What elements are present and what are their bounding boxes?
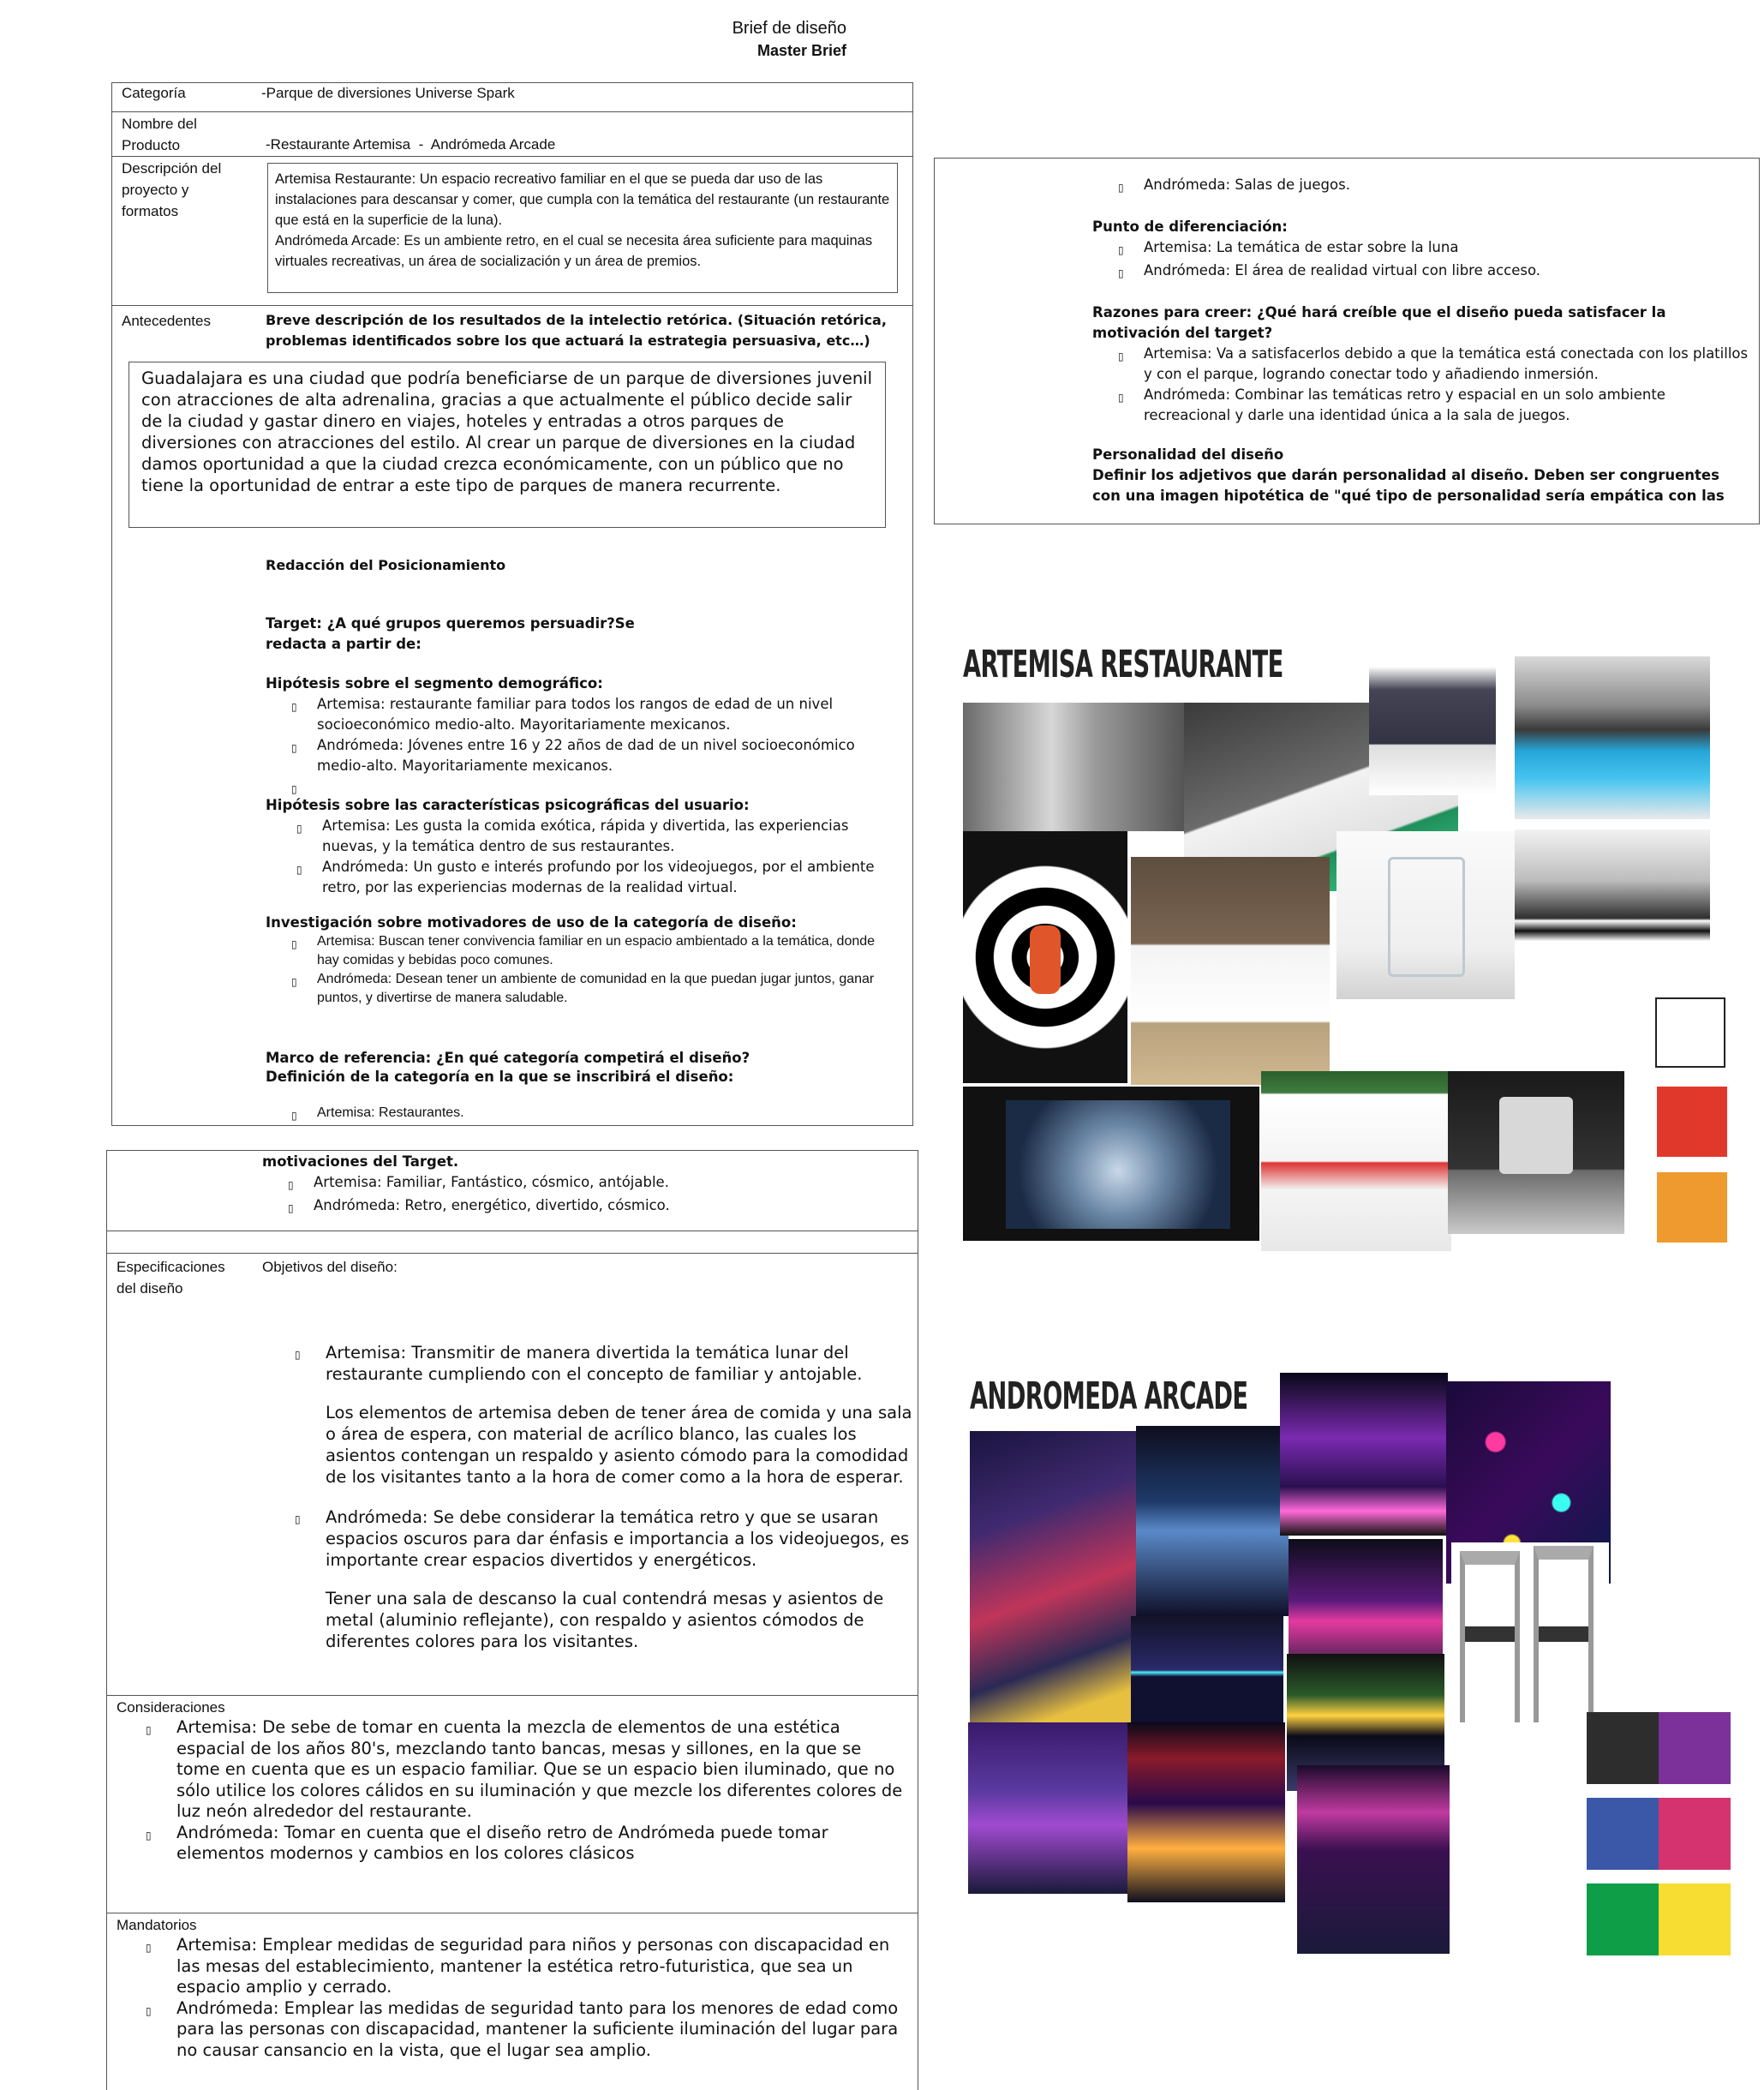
screen-image [1006,1100,1230,1229]
row-divider [111,111,913,112]
nombre-value: -Restaurante Artemisa - Andrómeda Arcade [266,136,556,153]
chair-1 [1460,1551,1520,1722]
consideraciones-content [146,1717,908,1865]
list-item: ▯ Artemisa: Transmitir de manera divertida la temática lunar del restaurante cumpliendo con el concepto de familiar y antojable. [295,1343,863,1384]
color-swatch [1655,997,1725,1068]
demografico-title: Hipótesis sobre el segmento demográfico: [266,675,603,692]
especificaciones-label: Especificaciones del diseño [117,1259,225,1297]
space-corridor-astronaut-photo [963,831,1127,1083]
purple-gameroom-photo [968,1722,1136,1894]
row-divider [106,1695,918,1696]
color-swatch [1587,1798,1659,1870]
marco-section [266,1049,900,1125]
stool-seat [1499,1097,1573,1174]
bullet-icon: ▯ [1118,392,1124,404]
list-item: ▯ Artemisa: Familiar, Fantástico, cósmico, antójable. [262,1172,896,1195]
bullet-icon: ▯ [1118,244,1124,256]
descripcion-value: Artemisa Restaurante: Un espacio recreativo familiar en el que se pueda dar uso de las instalaciones para descansar y comer, que cumpla con la temática del restaurante (un restaurante que está en la superficie de la luna). Andrómeda Arcade: Es un ambiente retro, en el cual se necesita área suficiente para maquinas virtuales recreativas, un área de socialización y un área de premios. [275,171,890,269]
list-item: ▯ Andrómeda: Desean tener un ambiente de comunidad en la que puedan jugar juntos, ganar puntos, y divertirse de manera saludable. [266,970,900,1008]
list-item: ▯ Andrómeda: Combinar las temáticas retro y espacial en un solo ambiente recreacional y darle una identidad única a la sala de juegos. [1092,385,1752,426]
artemisa-moodboard-title: ARTEMISA RESTAURANTE [963,643,1283,686]
demografico-section [266,674,900,799]
retro-diner-photo [1515,829,1710,956]
bullet-icon: ▯ [146,1724,152,1736]
bullet-icon: ▯ [296,864,302,876]
row-divider [106,1253,918,1254]
bullet-icon: ▯ [1118,350,1124,362]
neon-arcade-entrance-photo [1280,1373,1448,1536]
bullet-icon: ▯ [291,742,297,754]
motivadores-section [266,913,900,1008]
bullet-icon: ▯ [146,1829,152,1841]
diferenciacion-title: Punto de diferenciación: [1092,219,1288,235]
neon-lanes-photo [1131,1616,1283,1724]
list-item: ▯ Artemisa: De sebe de tomar en cuenta la mezcla de elementos de una estética espacial de los años 80's, mezclando tanto bancas, mesas y sillones, en la que se tome en cuenta que es un espacio familiar. Que se un espacio bien iluminado, que no sólo utilice los colores cálidos en su iluminación y que mezcle los diferentes colores de luz neón alrededor del restaurante. [146,1717,903,1821]
consideraciones-label: Consideraciones [117,1699,225,1716]
color-swatch [1659,1798,1731,1870]
list-item: ▯ Artemisa: Les gusta la comida exótica, rápida y divertida, las experiencias nuevas, y la temática dentro de sus restaurantes. [266,816,900,857]
antecedentes-label: Antecedentes [122,313,211,329]
list-item: ▯ Andrómeda: Emplear las medidas de seguridad tanto para los menores de edad como para las personas con discapacidad, mantener la suficiente iluminación del lugar para no causar cansancio en la vista, que el lugar sea amplio. [146,1997,899,2060]
list-item: ▯ Andrómeda: Un gusto e interés profundo por los videojuegos, por el ambiente retro, por las experiencias modernas de la realidad virtual. [266,857,900,898]
razones-title: Razones para creer: ¿Qué hará creíble que el diseño pueda satisfacer la motivación del target? [1092,304,1666,341]
psicografico-section [266,795,900,898]
red-white-chairs-photo [1261,1071,1451,1251]
list-item: ▯ Artemisa: Emplear medidas de seguridad para niños y personas con discapacidad en las mesas del establecimiento, mantener la estética retro-futuristica, que sea un espacio amplio y cerrado. [146,1935,890,1997]
posicionamiento-title: Redacción del Posicionamiento [266,557,506,573]
personalidad-title: Personalidad del diseño [1092,446,1284,463]
nombre-label: Nombre del Producto [122,116,197,153]
acrylic-chair-photo [1369,667,1496,795]
list-item: ▯ Andrómeda: El área de realidad virtual con libre acceso. [1092,261,1752,284]
list-item: ▯ Artemisa: La temática de estar sobre la luna [1092,237,1752,261]
list-item: ▯ Artemisa: restaurante familiar para todos los rangos de edad de un nivel socioeconómico medio-alto. Mayoritariamente mexicanos. [266,694,900,735]
color-swatch [1587,1712,1659,1784]
mandatorios-content [146,1935,917,2061]
page2-content [1092,175,1752,506]
bullet-icon: ▯ [295,1349,301,1361]
blue-counter-restaurant-photo [1515,656,1710,819]
categoria-label: Categoría [122,85,186,101]
bullet-icon: ▯ [288,1202,294,1214]
objetivos-title: Objetivos del diseño: [262,1259,398,1275]
bullet-icon: ▯ [291,1110,297,1122]
chair-1-seat [1465,1626,1515,1642]
descripcion-label: Descripción del proyecto y formatos [122,160,222,219]
marco-title: Marco de referencia: ¿En qué categoría competirá el diseño? Definición de la categoría en la que se inscribirá el diseño: [266,1050,750,1085]
color-swatch [1659,1883,1731,1955]
document-title: Brief de diseño [732,19,846,38]
clear-acrylic-chair-photo [1336,831,1515,999]
list-item: ▯ Andrómeda: Salas de juegos. [1092,175,1752,198]
row-divider [111,305,913,306]
list-item: ▯ Artemisa: Restaurantes. [266,1104,900,1125]
chair-2 [1534,1546,1594,1722]
bullet-icon: ▯ [291,701,297,713]
mandatorios-label: Mandatorios [117,1917,197,1933]
astronaut-figure [1030,925,1061,994]
neon-lounge-photo [1297,1765,1450,1954]
color-swatch [1587,1883,1659,1955]
target-question: Target: ¿A qué grupos queremos persuadir?Se redacta a partir de: [266,615,635,652]
psicografico-title: Hipótesis sobre las características psicográficas del usuario: [266,797,750,813]
objetivos-content [295,1342,920,1652]
motivaciones-section [262,1152,896,1219]
antecedentes-body: Guadalajara es una ciudad que podría beneficiarse de un parque de diversiones juvenil con atracciones de alta adrenalina, gracias a que actualmente el público decide salir de la ciudad y gastar dinero en viajes, hoteles y entradas a otros parques de diversiones con atracciones del estilo. Al crear un parque de diversiones en la ciudad damos oportunidad a que la ciudad crezca económicamente, con un público que no tiene la oportunidad de entrar a este tipo de parques de manera recurrente. [141,368,878,495]
bullet-icon: ▯ [291,976,297,988]
white-dining-room-photo [1131,857,1330,1085]
list-item: ▯ Artemisa: Buscan tener convivencia familiar en un espacio ambientado a la temática, donde hay comidas y bebidas poco comunes. [266,932,900,970]
bullet-icon: ▯ [146,2004,152,2017]
list-item: ▯ Andrómeda: Jóvenes entre 16 y 22 años de dad de un nivel socioeconómico medio-alto. Mayoritariamente mexicanos. [266,735,900,776]
arcade-room-photo [970,1431,1138,1722]
metal-chairs-photo [1451,1542,1609,1740]
bullet-icon: ▯ [291,783,297,795]
bullet-icon: ▯ [295,1513,301,1525]
neon-futuristic-hall-photo [1136,1426,1289,1616]
color-swatch [1657,1087,1727,1157]
list-item: ▯ Andrómeda: Se debe considerar la temática retro y que se usaran espacios oscuros para dar énfasis e importancia a los videojuegos, es importante crear espacios divertidos y energéticos. [295,1507,910,1570]
andromeda-moodboard [966,1362,1737,1962]
row-divider [111,156,913,157]
bullet-icon: ▯ [1118,182,1124,194]
chair-2-seat [1539,1626,1588,1642]
document-subtitle: Master Brief [756,42,846,59]
motivadores-title: Investigación sobre motivadores de uso de la categoría de diseño: [266,914,797,931]
color-swatch [1659,1712,1731,1784]
arcade-machines-photo [1127,1722,1285,1902]
spaceship-corridor-photo [963,703,1184,831]
space-station-screen-photo [963,1087,1259,1241]
andromeda-paragraph: Tener una sala de descanso la cual contendrá mesas y asientos de metal (aluminio reflejante), con respaldo y asientos cómodos de diferentes colores para los visitantes. [326,1589,884,1651]
artemisa-moodboard [960,643,1731,1260]
list-item: ▯ Andrómeda: Retro, energético, divertido, cósmico. [262,1195,896,1219]
antecedentes-box [129,362,886,528]
bullet-icon: ▯ [1118,267,1124,279]
list-item: ▯ Artemisa: Va a satisfacerlos debido a que la temática está conectada con los platillos y con el parque, logrando conectar todo y añadiendo inmersión. [1092,344,1752,385]
list-item: ▯ Andrómeda: Tomar en cuenta que el diseño retro de Andrómeda puede tomar elementos modernos y cambios en los colores clásicos [146,1822,828,1863]
bullet-icon: ▯ [291,938,297,950]
bullet-icon: ▯ [288,1179,294,1191]
personalidad-desc: Definir los adjetivos que darán personalidad al diseño. Deben ser congruentes con una imagen hipotética de "qué tipo de personalidad sería empática con las [1092,467,1725,504]
bullet-icon: ▯ [296,823,302,835]
document-header [600,17,846,62]
andromeda-moodboard-title: ANDROMEDA ARCADE [970,1374,1248,1418]
color-swatch [1657,1172,1727,1243]
bar-stool-photo [1448,1071,1624,1234]
chair-outline [1388,857,1465,977]
artemisa-paragraph: Los elementos de artemisa deben de tener área de comida y una sala o área de espera, con material de acrílico blanco, las cuales los asientos contengan un respaldo y asiento cómodo para la comodidad de los visitantes tanto a la hora de comer como a la hora de esperar. [326,1403,912,1487]
motivaciones-title: motivaciones del Target. [262,1153,459,1170]
bullet-icon: ▯ [146,1942,152,1954]
antecedentes-heading: Breve descripción de los resultados de la intelectio retórica. (Situación retórica, problemas identificados sobre los que actuará la estrategia persuasiva, etc…) [266,312,892,349]
categoria-value: -Parque de diversiones Universe Spark [261,85,515,101]
descripcion-box [267,163,898,293]
